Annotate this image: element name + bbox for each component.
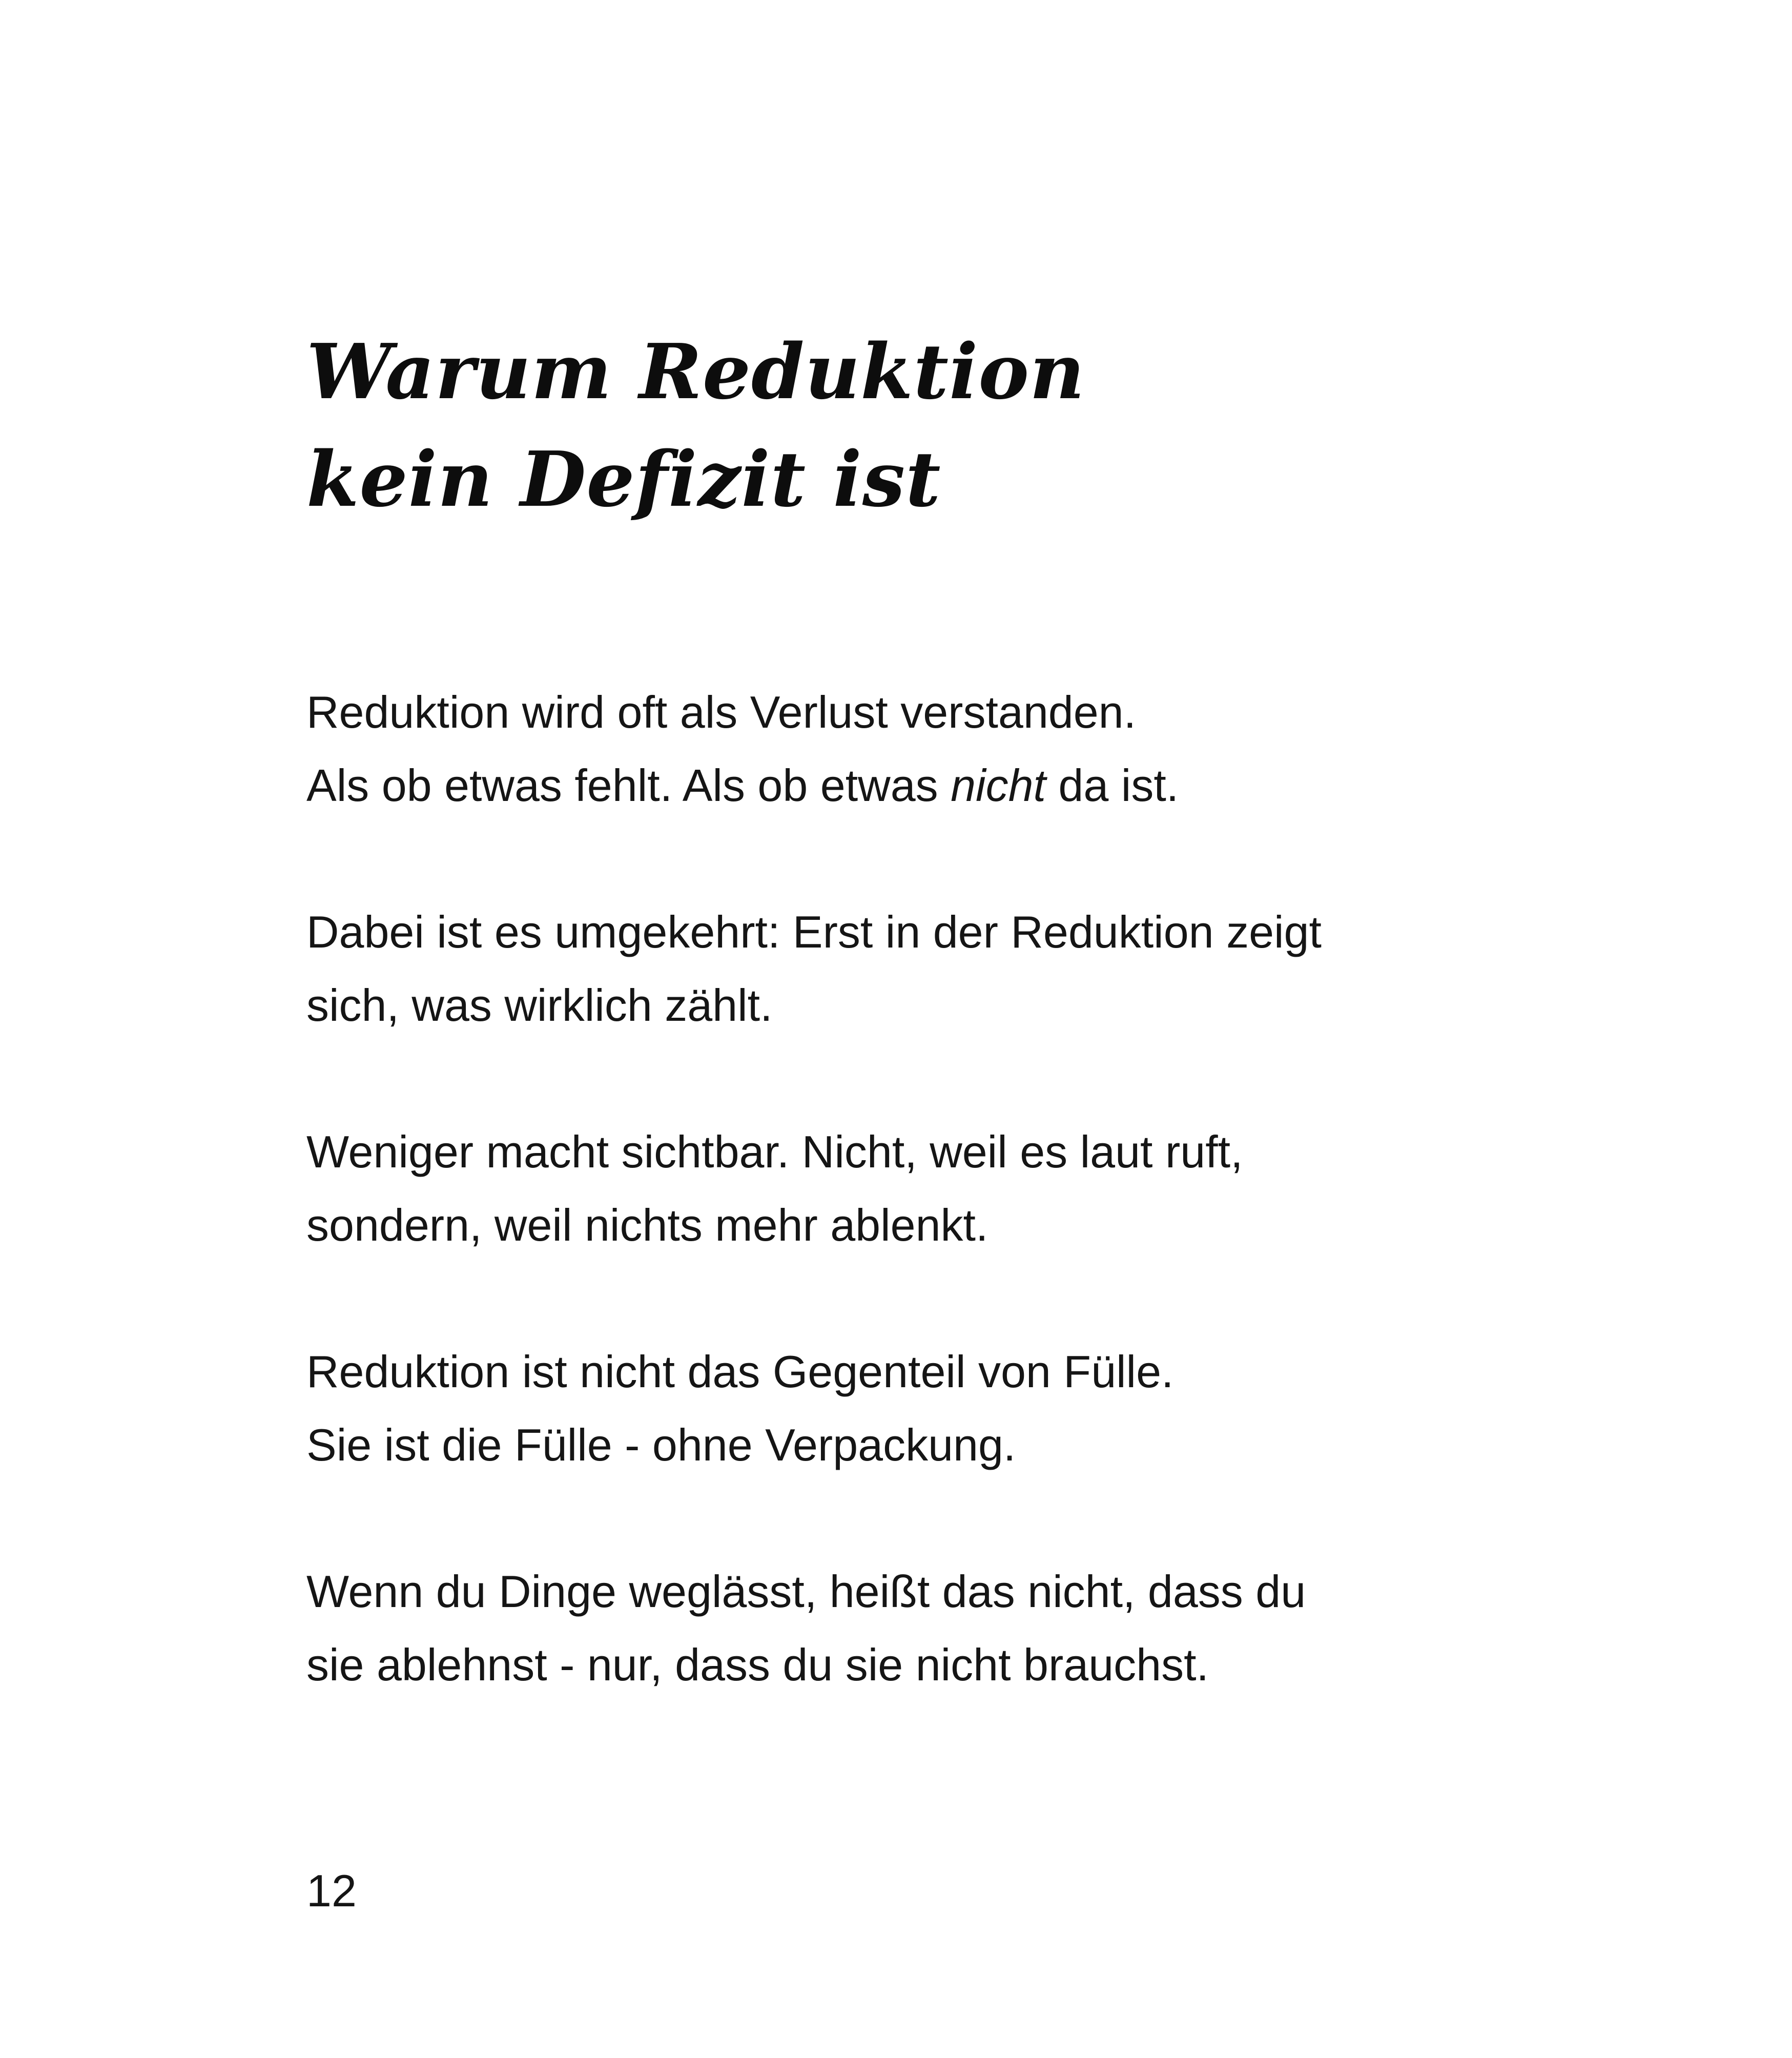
paragraph-2: [306, 895, 1485, 1042]
chapter-title: [306, 318, 1085, 533]
paragraph-2-line-1: Dabei ist es umgekehrt: Erst in der Reduktion zeigt: [306, 907, 1322, 957]
emphasized-word: nicht: [951, 760, 1046, 811]
paragraph-5: [306, 1555, 1485, 1701]
body-text: [306, 675, 1485, 1775]
paragraph-1-line-2: [306, 749, 1485, 822]
paragraph-2-line-2: sich, was wirklich zählt.: [306, 980, 773, 1031]
paragraph-3: [306, 1115, 1485, 1262]
page-number: 12: [306, 1865, 357, 1916]
paragraph-4: [306, 1335, 1485, 1481]
paragraph-5-line-2: sie ablehnst - nur, dass du sie nicht brauchst.: [306, 1639, 1209, 1690]
paragraph-1-line-2-end: da ist.: [1045, 760, 1179, 811]
paragraph-4-line-2: Sie ist die Fülle - ohne Verpackung.: [306, 1419, 1016, 1470]
paragraph-4-line-1: Reduktion ist nicht das Gegenteil von Fülle.: [306, 1346, 1174, 1397]
paragraph-3-line-1: Weniger macht sichtbar. Nicht, weil es laut ruft,: [306, 1126, 1243, 1177]
paragraph-1: [306, 675, 1485, 822]
chapter-title-line-1: Warum Reduktion: [306, 327, 1085, 416]
chapter-title-line-2: kein Defizit ist: [306, 435, 941, 524]
paragraph-3-line-2: sondern, weil nichts mehr ablenkt.: [306, 1200, 988, 1250]
paragraph-1-line-1: Reduktion wird oft als Verlust verstanden.: [306, 687, 1137, 737]
paragraph-1-line-2-start: Als ob etwas fehlt. Als ob etwas: [306, 760, 951, 811]
paragraph-5-line-1: Wenn du Dinge weglässt, heißt das nicht, dass du: [306, 1566, 1306, 1617]
